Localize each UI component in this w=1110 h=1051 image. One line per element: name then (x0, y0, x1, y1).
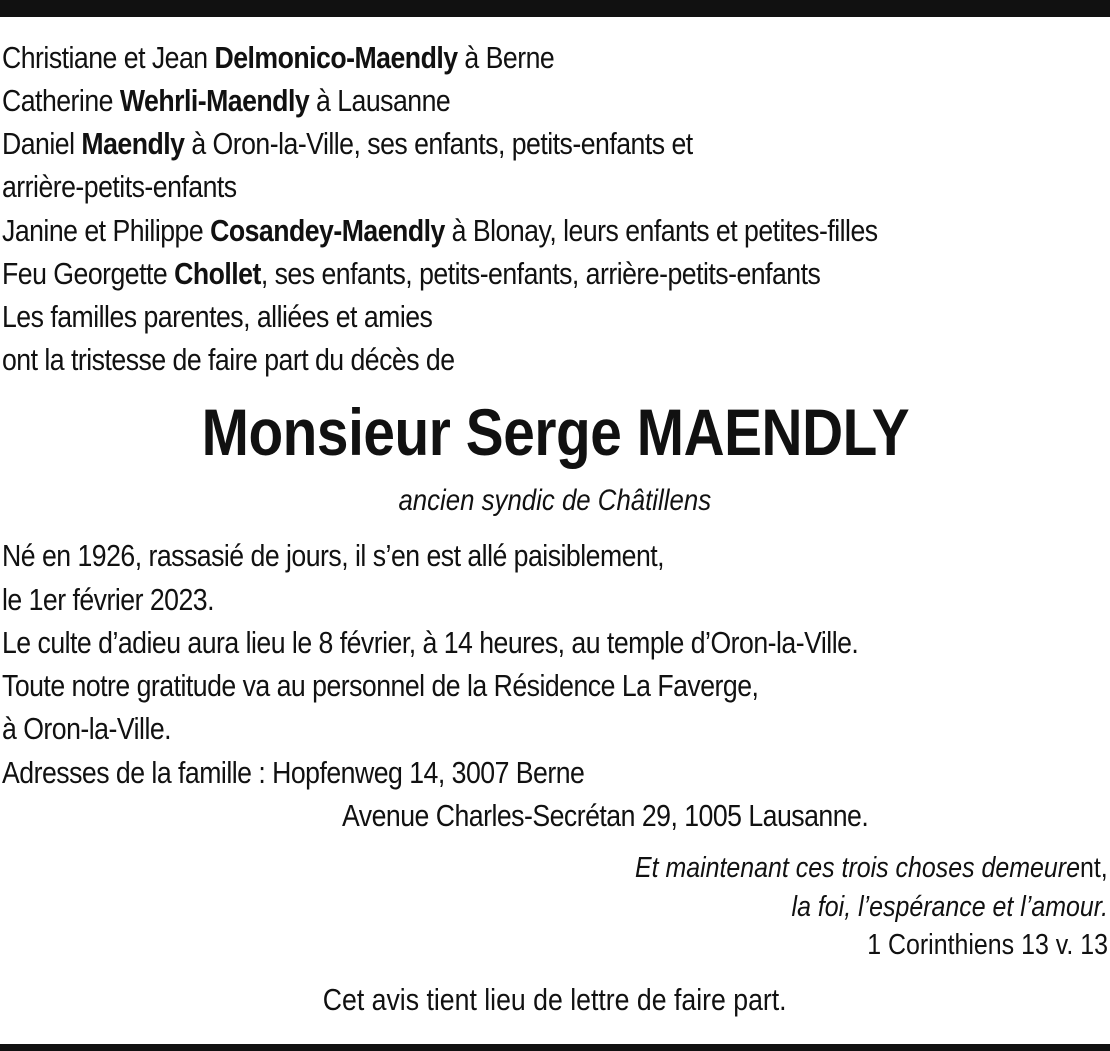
verse-line-2: la foi, l’espérance et l’amour. (791, 891, 1108, 923)
body-line-3: Le culte d’adieu aura lieu le 8 février, à 14 heures, au temple d’Oron-la-Ville. (2, 625, 859, 660)
body-line-2: le 1er février 2023. (2, 582, 214, 617)
family-line-7: Les familles parentes, alliées et amies (2, 299, 433, 334)
deceased-name: Monsieur Serge MAENDLY (201, 395, 909, 469)
bottom-rule (0, 1044, 1110, 1051)
verse-reference: 1 Corinthiens 13 v. 13 (867, 929, 1108, 961)
footer-note: Cet avis tient lieu de lettre de faire part. (323, 982, 787, 1017)
family-line-6: Feu Georgette Chollet, ses enfants, petits-enfants, arrière-petits-enfants (2, 256, 821, 291)
verse-line-1: Et maintenant ces trois choses demeurent, (635, 852, 1108, 884)
body-line-1: Né en 1926, rassasié de jours, il s’en est allé paisiblement, (2, 538, 665, 573)
family-address-line: Adresses de la famille : Hopfenweg 14, 3007 Berne (2, 755, 585, 790)
deceased-role: ancien syndic de Châtillens (398, 484, 712, 517)
family-line-8: ont la tristesse de faire part du décès de (2, 342, 455, 377)
body-line-4: Toute notre gratitude va au personnel de la Résidence La Faverge, (2, 668, 759, 703)
family-line-2: Catherine Wehrli-Maendly à Lausanne (2, 83, 451, 118)
family-line-1: Christiane et Jean Delmonico-Maendly à Berne (2, 40, 555, 75)
top-rule (0, 0, 1110, 17)
body-line-5: à Oron-la-Ville. (2, 711, 172, 746)
family-line-5: Janine et Philippe Cosandey-Maendly à Blonay, leurs enfants et petites-filles (2, 213, 878, 248)
family-address-second: Avenue Charles-Secrétan 29, 1005 Lausanne. (342, 798, 869, 833)
family-line-4: arrière-petits-enfants (2, 169, 237, 204)
family-line-3: Daniel Maendly à Oron-la-Ville, ses enfants, petits-enfants et (2, 126, 693, 161)
